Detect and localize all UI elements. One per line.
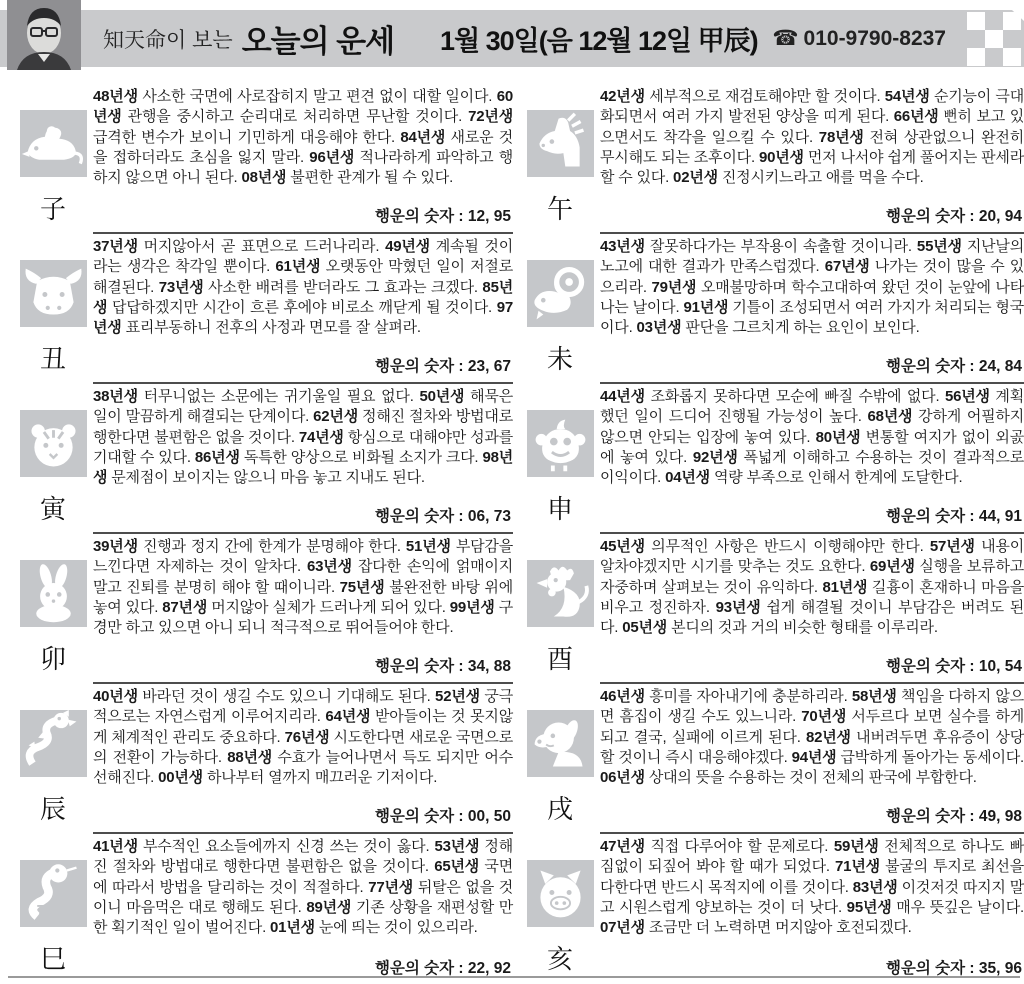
lucky-numbers <box>369 804 511 826</box>
lucky-numbers-value: 44, 91 <box>978 508 1022 525</box>
birth-year-label: 47년생 <box>600 838 645 855</box>
birth-year-label: 55년생 <box>916 238 962 255</box>
birth-year-label: 99년생 <box>449 598 495 616</box>
birth-year-label: 58년생 <box>851 688 897 705</box>
birth-year-label: 83년생 <box>852 878 898 896</box>
fortune-segment: 역량 부족으로 인해서 한계에 도달한다. <box>713 469 963 487</box>
fortune-segment: 전혀 상관없으니 완전히 무시해도 되는 조후이다. <box>600 128 1024 166</box>
horse-icon <box>527 110 594 177</box>
zodiac-icon-cell <box>520 834 600 984</box>
birth-year-label: 79년생 <box>651 278 697 296</box>
zodiac-entry <box>13 384 513 534</box>
birth-year-label: 03년생 <box>636 319 682 337</box>
phone-number-value: 010-9790-8237 <box>803 26 946 50</box>
fortune-segment: 불편한 관계가 될 수 있다. <box>290 169 454 187</box>
birth-year-label: 08년생 <box>241 169 287 187</box>
fortune-text <box>600 837 1024 938</box>
lucky-numbers <box>369 956 511 978</box>
lucky-numbers-value: 49, 98 <box>978 808 1022 825</box>
zodiac-entry <box>520 84 1024 234</box>
zodiac-entry <box>520 384 1024 534</box>
birth-year-label: 50년생 <box>419 388 465 405</box>
birth-year-label: 59년생 <box>833 838 879 855</box>
birth-year-label: 39년생 <box>93 538 138 555</box>
birth-year-label: 71년생 <box>835 858 880 876</box>
fortune-segment: 기틀이 조성되면서 여러 가지가 처리되는 형국이다. <box>600 298 1024 337</box>
birth-year-label: 81년생 <box>822 578 868 596</box>
fortune-segment: 내버려두면 후유증이 상당할 것이니 즉시 대응해야겠다. <box>600 728 1024 766</box>
phone-icon: ☎ <box>772 27 799 50</box>
rooster-icon <box>527 560 594 627</box>
lucky-numbers-label: 행운의 숫자 <box>885 658 966 675</box>
birth-year-label: 63년생 <box>307 558 352 576</box>
birth-year-label: 76년생 <box>284 728 330 746</box>
fortune-text <box>93 837 513 938</box>
birth-year-label: 84년생 <box>400 128 446 146</box>
lucky-numbers <box>369 654 511 676</box>
lucky-numbers-label: 행운의 숫자 <box>374 208 455 225</box>
birth-year-label: 54년생 <box>884 88 930 105</box>
lucky-numbers-colon: : <box>965 808 979 825</box>
lucky-numbers-colon: : <box>454 658 468 675</box>
fortune-segment: 계획 했던 일이 드디어 진행될 가능성이 높다. <box>600 388 1024 426</box>
fortune-segment: 계속될 것이라는 생각은 착각일 뿐이다. <box>93 238 513 276</box>
birth-year-label: 74년생 <box>298 428 344 446</box>
fortune-segment: 실행을 보류하고 자중하며 살펴보는 것이 유익하다. <box>600 558 1024 596</box>
birth-year-label: 60년생 <box>93 88 514 126</box>
fortune-segment: 직접 다루어야 할 문제로다. <box>650 838 829 855</box>
birth-year-label: 75년생 <box>339 578 385 596</box>
fortune-segment: 변통할 여지가 없이 외곬에 놓여 있다. <box>600 428 1024 466</box>
fortune-segment: 순기능이 극대화되면서 여러 가지 발전된 양상을 띠게 된다. <box>600 88 1024 126</box>
fortune-segment: 적나라하게 파악하고 행하지 않으면 아니 된다. <box>93 148 514 187</box>
birth-year-label: 00년생 <box>158 769 203 787</box>
zodiac-entry <box>13 84 513 234</box>
lucky-numbers-label: 행운의 숫자 <box>374 808 455 825</box>
zodiac-entry <box>520 684 1024 834</box>
birth-year-label: 88년생 <box>227 748 273 766</box>
birth-year-label: 52년생 <box>435 688 480 705</box>
fortune-segment: 사소한 배려를 받더라도 그 효과는 크겠다. <box>208 278 478 296</box>
lucky-numbers-colon: : <box>965 358 979 375</box>
fortune-text <box>600 537 1024 638</box>
fortune-segment: 답답하겠지만 시간이 흐른 후에야 비로소 깨닫게 될 것이다. <box>112 298 492 316</box>
zodiac-icon-cell <box>13 534 93 684</box>
header <box>103 10 1024 67</box>
lucky-numbers-colon: : <box>965 960 979 977</box>
dog-icon <box>527 710 594 777</box>
fortune-segment: 오매불망하며 학수고대하여 왔던 것이 눈앞에 나타나는 날이다. <box>600 278 1024 316</box>
fortune-segment: 부담감을 느낀다면 자제하는 것이 알차다. <box>93 538 514 576</box>
fortune-segment: 새로운 것을 접하더라도 초심을 잃지 말라. <box>93 128 513 166</box>
lucky-numbers-colon: : <box>454 960 468 977</box>
lucky-numbers-label: 행운의 숫자 <box>885 508 966 525</box>
lucky-numbers <box>880 204 1022 226</box>
lucky-numbers-colon: : <box>454 208 468 225</box>
fortune-segment: 폭넓게 이해하고 수용하는 것이 결과적으로 이익이다. <box>600 448 1024 487</box>
birth-year-label: 70년생 <box>801 708 847 726</box>
zodiac-entry <box>520 234 1024 384</box>
birth-year-label: 38년생 <box>93 388 138 405</box>
birth-year-label: 97년생 <box>93 298 514 337</box>
fortune-segment: 길흉이 혼재하니 마음을 비우고 정진하자. <box>600 578 1024 616</box>
birth-year-label: 78년생 <box>818 128 864 146</box>
lucky-numbers-label: 행운의 숫자 <box>374 358 455 375</box>
zodiac-icon-cell <box>13 684 93 834</box>
birth-year-label: 68년생 <box>867 408 913 426</box>
lucky-numbers-value: 23, 67 <box>467 358 511 375</box>
birth-year-label: 46년생 <box>600 688 645 705</box>
birth-year-label: 90년생 <box>758 148 804 166</box>
fortune-segment: 문제점이 보이지는 않으니 마음 놓고 지내도 된다. <box>111 469 425 487</box>
lucky-numbers-value: 35, 96 <box>978 960 1022 977</box>
birth-year-label: 89년생 <box>306 898 352 916</box>
fortune-segment: 급격한 변수가 보이니 기민하게 대응해야 한다. <box>93 128 396 146</box>
birth-year-label: 92년생 <box>692 448 738 466</box>
fortune-segment: 급박하게 돌아가는 동세이다. <box>840 748 1024 766</box>
birth-year-label: 66년생 <box>893 108 939 126</box>
lucky-numbers <box>880 956 1022 978</box>
fortune-segment: 관행을 중시하고 순리대로 처리하면 무난할 것이다. <box>127 108 463 126</box>
fortune-segment: 궁극적으로는 자연스럽게 이루어지리라. <box>93 688 514 726</box>
fortune-segment: 불굴의 투지로 최선을 다한다면 반드시 목적지에 이를 것이다. <box>600 858 1024 896</box>
zodiac-branch-label: 戌 <box>546 795 573 824</box>
birth-year-label: 80년생 <box>815 428 861 446</box>
author-photo <box>7 0 81 70</box>
fortune-text <box>600 237 1024 338</box>
zodiac-entry <box>13 834 513 984</box>
phone-number <box>772 26 946 51</box>
checkerboard-decoration <box>962 10 1024 72</box>
birth-year-label: 01년생 <box>270 919 315 937</box>
birth-year-label: 40년생 <box>93 688 138 705</box>
lucky-numbers <box>369 504 511 526</box>
fortune-text <box>93 687 513 788</box>
birth-year-label: 44년생 <box>600 388 645 405</box>
birth-year-label: 94년생 <box>791 748 837 766</box>
fortune-segment: 의무적인 사항은 반드시 이행해야만 한다. <box>651 538 924 555</box>
lucky-numbers-value: 10, 54 <box>978 658 1022 675</box>
fortune-segment: 진행과 정지 간에 한계가 분명해야 한다. <box>142 538 401 555</box>
birth-year-label: 04년생 <box>665 469 710 487</box>
monkey-icon <box>527 410 594 477</box>
fortune-segment: 상대의 뜻을 수용하는 것이 전체의 판국에 부합한다. <box>648 769 977 787</box>
birth-year-label: 77년생 <box>368 878 414 896</box>
fortune-text <box>93 87 513 188</box>
zodiac-entry <box>520 834 1024 984</box>
zodiac-branch-label: 巳 <box>39 945 66 974</box>
fortune-segment: 이것저것 따지지 말고 시원스럽게 양보하는 것이 더 낫다. <box>600 878 1024 916</box>
birth-year-label: 49년생 <box>385 238 430 255</box>
zodiac-icon-cell <box>520 84 600 234</box>
fortune-segment: 강하게 어필하지 않으면 안되는 입장에 놓여 있다. <box>600 408 1024 446</box>
lucky-numbers-colon: : <box>454 508 468 525</box>
fortune-segment: 구경만 하고 있으면 아니 되니 적극적으로 뛰어들어야 한다. <box>93 598 514 637</box>
birth-year-label: 07년생 <box>600 919 645 937</box>
lucky-numbers <box>369 354 511 376</box>
lucky-numbers <box>880 654 1022 676</box>
fortune-segment: 조금만 더 노력하면 머지않아 호전되겠다. <box>648 919 912 937</box>
lucky-numbers-label: 행운의 숫자 <box>885 960 966 977</box>
birth-year-label: 42년생 <box>600 88 645 105</box>
birth-year-label: 86년생 <box>194 448 240 466</box>
zodiac-branch-label: 酉 <box>546 645 573 674</box>
birth-year-label: 43년생 <box>600 238 645 255</box>
zodiac-branch-label: 卯 <box>39 645 66 674</box>
lucky-numbers <box>880 504 1022 526</box>
fortune-text <box>600 87 1024 188</box>
fortune-segment: 조화롭지 못하다면 모순에 빠질 수밖에 없다. <box>650 388 940 405</box>
birth-year-label: 73년생 <box>158 278 204 296</box>
birth-year-label: 06년생 <box>600 769 645 787</box>
birth-year-label: 62년생 <box>313 408 359 426</box>
zodiac-branch-label: 午 <box>546 195 573 224</box>
birth-year-label: 05년생 <box>622 619 668 637</box>
zodiac-icon-cell <box>13 234 93 384</box>
lucky-numbers-label: 행운의 숫자 <box>885 808 966 825</box>
fortune-segment: 받아들이는 것 못지않게 체계적인 관리도 중요하다. <box>93 708 514 746</box>
lucky-numbers <box>369 204 511 226</box>
birth-year-label: 98년생 <box>93 448 514 487</box>
zodiac-icon-cell <box>520 234 600 384</box>
zodiac-branch-label: 丑 <box>39 345 66 374</box>
pig-icon <box>527 860 594 927</box>
zodiac-icon-cell <box>13 384 93 534</box>
zodiac-icon-cell <box>520 684 600 834</box>
date-label: 1월 30일(음 12월 12일 甲辰) <box>440 26 758 56</box>
birth-year-label: 61년생 <box>275 258 321 276</box>
lucky-numbers-label: 행운의 숫자 <box>374 658 455 675</box>
fortune-segment: 서두르다 보면 실수를 하게 되고 결국, 실패에 이르게 된다. <box>600 708 1024 746</box>
lucky-numbers <box>880 804 1022 826</box>
fortune-segment: 항심으로 대해야만 성과를 기대할 수 있다. <box>93 428 513 466</box>
zodiac-branch-label: 寅 <box>39 495 66 524</box>
fortune-segment: 정해진 절차와 방법대로 행한다면 불편함은 없을 것이다. <box>93 408 513 446</box>
fortune-segment: 국면에 따라서 방법을 달리하는 것이 적절하다. <box>93 858 513 896</box>
zodiac-icon-cell <box>520 534 600 684</box>
fortune-segment: 뒤탈은 없을 것이니 마음먹은 대로 행해도 된다. <box>93 878 513 916</box>
zodiac-entry <box>13 534 513 684</box>
fortune-segment: 터무니없는 소문에는 귀기울일 필요 없다. <box>143 388 414 405</box>
birth-year-label: 67년생 <box>824 258 870 276</box>
fortune-segment: 머지않아 실체가 드러나게 되어 있다. <box>211 598 446 616</box>
fortune-segment: 먼저 나서야 쉽게 풀어지는 판세라 할 수 있다. <box>600 148 1024 187</box>
zodiac-branch-label: 辰 <box>39 795 66 824</box>
fortune-segment: 쉽게 해결될 것이니 부담감은 버려도 된다. <box>600 598 1024 637</box>
birth-year-label: 95년생 <box>846 898 892 916</box>
fortune-segment: 불완전한 바탕 위에 놓여 있다. <box>93 578 513 616</box>
fortune-text <box>93 237 513 338</box>
zodiac-branch-label: 未 <box>546 345 573 374</box>
fortune-segment: 전체적으로 하나도 빠짐없이 되짚어 봐야 할 때가 되었다. <box>600 838 1024 876</box>
lucky-numbers-value: 12, 95 <box>467 208 511 225</box>
lucky-numbers-label: 행운의 숫자 <box>374 960 455 977</box>
zodiac-entry <box>13 234 513 384</box>
fortune-segment: 본디의 것과 거의 비슷한 형태를 이루리라. <box>671 619 938 637</box>
birth-year-label: 45년생 <box>600 538 645 555</box>
fortune-segment: 해묵은 일이 말끔하게 해결되는 단계이다. <box>93 388 513 426</box>
birth-year-label: 56년생 <box>944 388 990 405</box>
fortune-segment: 지난날의 노고에 대한 결과가 만족스럽겠다. <box>600 238 1024 276</box>
ox-icon <box>20 260 87 327</box>
lucky-numbers-value: 22, 92 <box>467 960 511 977</box>
fortune-segment: 잡다한 손익에 얽매이지 말고 진퇴를 분명히 해야 할 때이니라. <box>93 558 514 596</box>
lucky-numbers-value: 20, 94 <box>978 208 1022 225</box>
fortune-segment: 잘못하다가는 부작용이 속출할 것이니라. <box>649 238 912 255</box>
page-subtitle: 知天命이 보는 <box>103 28 233 52</box>
birth-year-label: 48년생 <box>93 88 138 105</box>
lucky-numbers-value: 00, 50 <box>467 808 511 825</box>
zodiac-entry <box>13 684 513 834</box>
fortune-segment: 내용이 알차야겠지만 시기를 맞추는 것도 요한다. <box>600 538 1024 576</box>
fortune-segment: 눈에 띄는 것이 있으리라. <box>318 919 478 937</box>
birth-year-label: 85년생 <box>93 278 513 316</box>
lucky-numbers-value: 06, 73 <box>467 508 511 525</box>
birth-year-label: 82년생 <box>805 728 851 746</box>
fortune-segment: 판단을 그르치게 하는 요인이 보인다. <box>685 319 920 337</box>
birth-year-label: 72년생 <box>468 108 514 126</box>
fortune-segment: 사소한 국면에 사로잡히지 말고 편견 없이 대할 일이다. <box>142 88 493 105</box>
lucky-numbers-colon: : <box>965 208 979 225</box>
fortune-segment: 기존 상황을 재편성할 만한 획기적인 일이 벌어진다. <box>93 898 514 937</box>
birth-year-label: 37년생 <box>93 238 138 255</box>
fortune-segment: 시도한다면 새로운 국면으로의 전환이 가능하다. <box>93 728 514 766</box>
fortune-segment: 정해진 절차와 방법대로 행한다면 불편함은 없을 것이다. <box>93 838 514 876</box>
birth-year-label: 91년생 <box>683 298 729 316</box>
fortune-text <box>93 537 513 638</box>
right-column <box>520 84 1024 984</box>
fortune-segment: 바라던 것이 생길 수도 있으니 기대해도 된다. <box>142 688 431 705</box>
rat-icon <box>20 110 87 177</box>
dragon-icon <box>20 710 87 777</box>
lucky-numbers-colon: : <box>454 358 468 375</box>
birth-year-label: 64년생 <box>325 708 371 726</box>
birth-year-label: 57년생 <box>929 538 975 555</box>
lucky-numbers-label: 행운의 숫자 <box>885 208 966 225</box>
fortune-segment: 오랫동안 막혔던 일이 저절로 해결된다. <box>93 258 514 296</box>
lucky-numbers-colon: : <box>965 508 979 525</box>
zodiac-branch-label: 亥 <box>546 945 573 974</box>
fortune-segment: 독특한 양상으로 비화될 소지가 크다. <box>243 448 479 466</box>
birth-year-label: 53년생 <box>434 838 480 855</box>
snake-icon <box>20 860 87 927</box>
birth-year-label: 65년생 <box>434 858 480 876</box>
bottom-divider <box>8 976 1020 978</box>
fortune-segment: 뻔히 보고 있으면서도 착각을 일으킬 수 있다. <box>600 108 1024 146</box>
fortune-segment: 표리부동하니 전후의 사정과 면모를 잘 살펴라. <box>125 319 421 337</box>
fortune-segment: 세부적으로 재검토해야만 할 것이다. <box>649 88 881 105</box>
zodiac-icon-cell <box>13 84 93 234</box>
zodiac-icon-cell <box>520 384 600 534</box>
lucky-numbers-value: 34, 88 <box>467 658 511 675</box>
left-column <box>13 84 513 984</box>
rabbit-icon <box>20 560 87 627</box>
goat-icon <box>527 260 594 327</box>
birth-year-label: 02년생 <box>673 169 718 187</box>
fortune-segment: 진정시키느라고 애를 먹을 수다. <box>721 169 924 187</box>
fortune-segment: 흥미를 자아내기에 충분하리라. <box>649 688 848 705</box>
fortune-segment: 책임을 다하지 않으면 흠집이 생길 수도 있느니라. <box>600 688 1024 726</box>
lucky-numbers-label: 행운의 숫자 <box>374 508 455 525</box>
fortune-segment: 수효가 늘어나면서 득도 되지만 어수선해진다. <box>93 748 513 787</box>
birth-year-label: 93년생 <box>715 598 761 616</box>
birth-year-label: 41년생 <box>93 838 138 855</box>
zodiac-entry <box>520 534 1024 684</box>
birth-year-label: 96년생 <box>309 148 355 166</box>
birth-year-label: 87년생 <box>162 598 208 616</box>
fortune-segment: 머지않아서 곧 표면으로 드러나리라. <box>143 238 380 255</box>
zodiac-branch-label: 申 <box>546 495 573 524</box>
fortune-segment: 나가는 것이 많을 수 있으리라. <box>600 258 1024 296</box>
lucky-numbers <box>880 354 1022 376</box>
birth-year-label: 51년생 <box>405 538 451 555</box>
lucky-numbers-colon: : <box>454 808 468 825</box>
fortune-segment: 매우 뜻깊은 날이다. <box>896 898 1024 916</box>
lucky-numbers-value: 24, 84 <box>978 358 1022 375</box>
fortune-segment: 부수적인 요소들에까지 신경 쓰는 것이 옳다. <box>142 838 430 855</box>
page-title: 오늘의 운세 <box>241 24 395 59</box>
tiger-icon <box>20 410 87 477</box>
fortune-text <box>93 387 513 488</box>
fortune-segment: 하나부터 열까지 매끄러운 기저이다. <box>206 769 438 787</box>
lucky-numbers-label: 행운의 숫자 <box>885 358 966 375</box>
zodiac-branch-label: 子 <box>39 195 66 224</box>
zodiac-icon-cell <box>13 834 93 984</box>
fortune-text <box>600 387 1024 488</box>
birth-year-label: 69년생 <box>869 558 915 576</box>
fortune-text <box>600 687 1024 788</box>
lucky-numbers-colon: : <box>965 658 979 675</box>
